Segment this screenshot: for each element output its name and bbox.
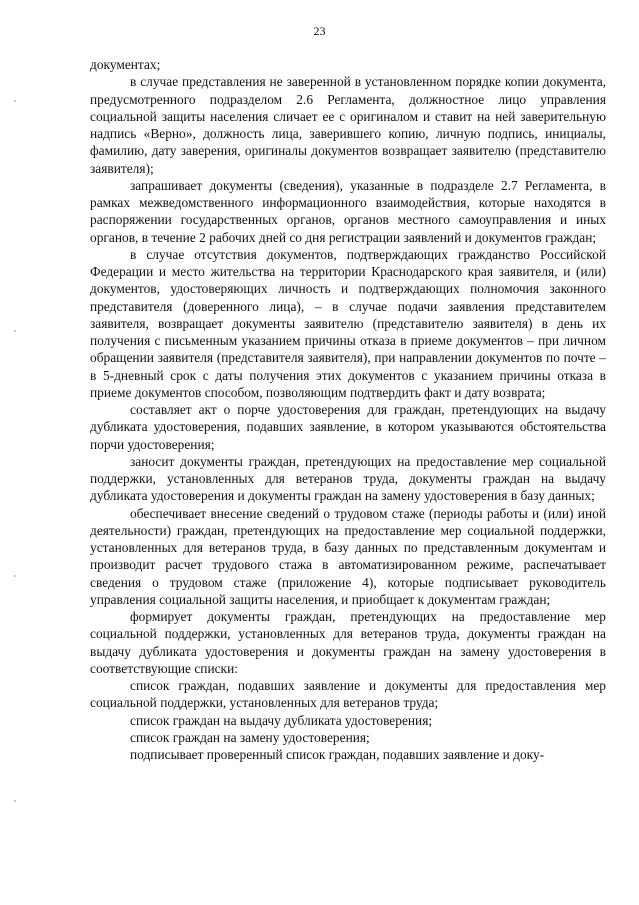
paragraph-form-lists: формирует документы граждан, претендующих на предоставление мер социальной поддержки, установленных для ветеранов труда, документы граждан на выдачу дубликата удостоверения и документы граждан на замену удостоверения в соответствующие списки: [90,609,606,676]
list-item-support-measures: список граждан, подавших заявление и документы для предоставления мер социальной поддержки, установленных для ветеранов труда; [90,678,606,711]
paragraph-sign-list: подписывает проверенный список граждан, подавших заявление и доку- [130,747,545,762]
scan-speck [14,100,16,102]
paragraph-damage-act: составляет акт о порче удостоверения для граждан, претендующих на выдачу дубликата удостоверения, подавших заявление, в котором указываются обстоятельства порчи удостоверения; [90,402,606,452]
paragraph-interagency-request: запрашивает документы (сведения), указанные в подразделе 2.7 Регламента, в рамках межведомственного информационного взаимодействия, которые находятся в распоряжении государственных органов, органов местного самоуправления и иных органов, в течение 2 рабочих дней со дня регистрации заявлений и документов граждан; [90,177,606,245]
paragraph-copy-verification: в случае представления не заверенной в установленном порядке копии документа, предусмотренного подразделом 2.6 Регламента, должностное лицо управления социальной защиты населения сличает ее с оригиналом и ставит на ней заверительную надпись «Верно», должность лица, заверившего копию, личную подпись, инициалы, фамилию, дату заверения, оригиналы документов возвращает заявителю (представителю заявителя); [90,74,606,176]
list-item-duplicate: список граждан на выдачу дубликата удостоверения; [130,712,433,728]
page-number: 23 [313,24,326,38]
scan-speck [14,575,16,577]
list-item-replacement: список граждан на замену удостоверения; [130,729,370,745]
document-body [90,56,606,763]
paragraph-continuation: документах; [90,57,161,72]
scan-speck [14,330,16,332]
paragraph-missing-documents: в случае отсутствия документов, подтверждающих гражданство Российской Федерации и место жительства на территории Краснодарского края заявителя, и (или) документов, удостоверяющих личность и подтверждающих полномочия законного представителя (доверенного лица), – в случае подачи заявления представителем заявителя, возвращает документы заявителю (представителю заявителя) в день их получения с письменным указанием причины отказа в приеме документов – при личном обращении заявителя (представителя заявителя), при направлении документов по почте – в 5-дневный срок с даты получения этих документов с указанием причины отказа в приеме документов способом, позволяющим подтвердить факт и дату возврата; [90,246,606,400]
paragraph-database-entry: заносит документы граждан, претендующих на предоставление мер социальной поддержки, установленных для ветеранов труда, документы граждан на выдачу дубликата удостоверения и документы граждан на замену удостоверения в базу данных; [90,453,606,504]
scan-speck [14,800,16,802]
paragraph-work-experience: обеспечивает внесение сведений о трудовом стаже (периоды работы и (или) иной деятельности) граждан, претендующих на предоставление мер социальной поддержки, установленных для ветеранов труда, в базу данных по представленным документам и производит расчет трудового стажа в автоматизированном режиме, распечатывает сведения о трудовом стаже (приложение 4), которые подписывает руководитель управления социальной защиты населения, и приобщает к документам граждан; [90,505,606,607]
